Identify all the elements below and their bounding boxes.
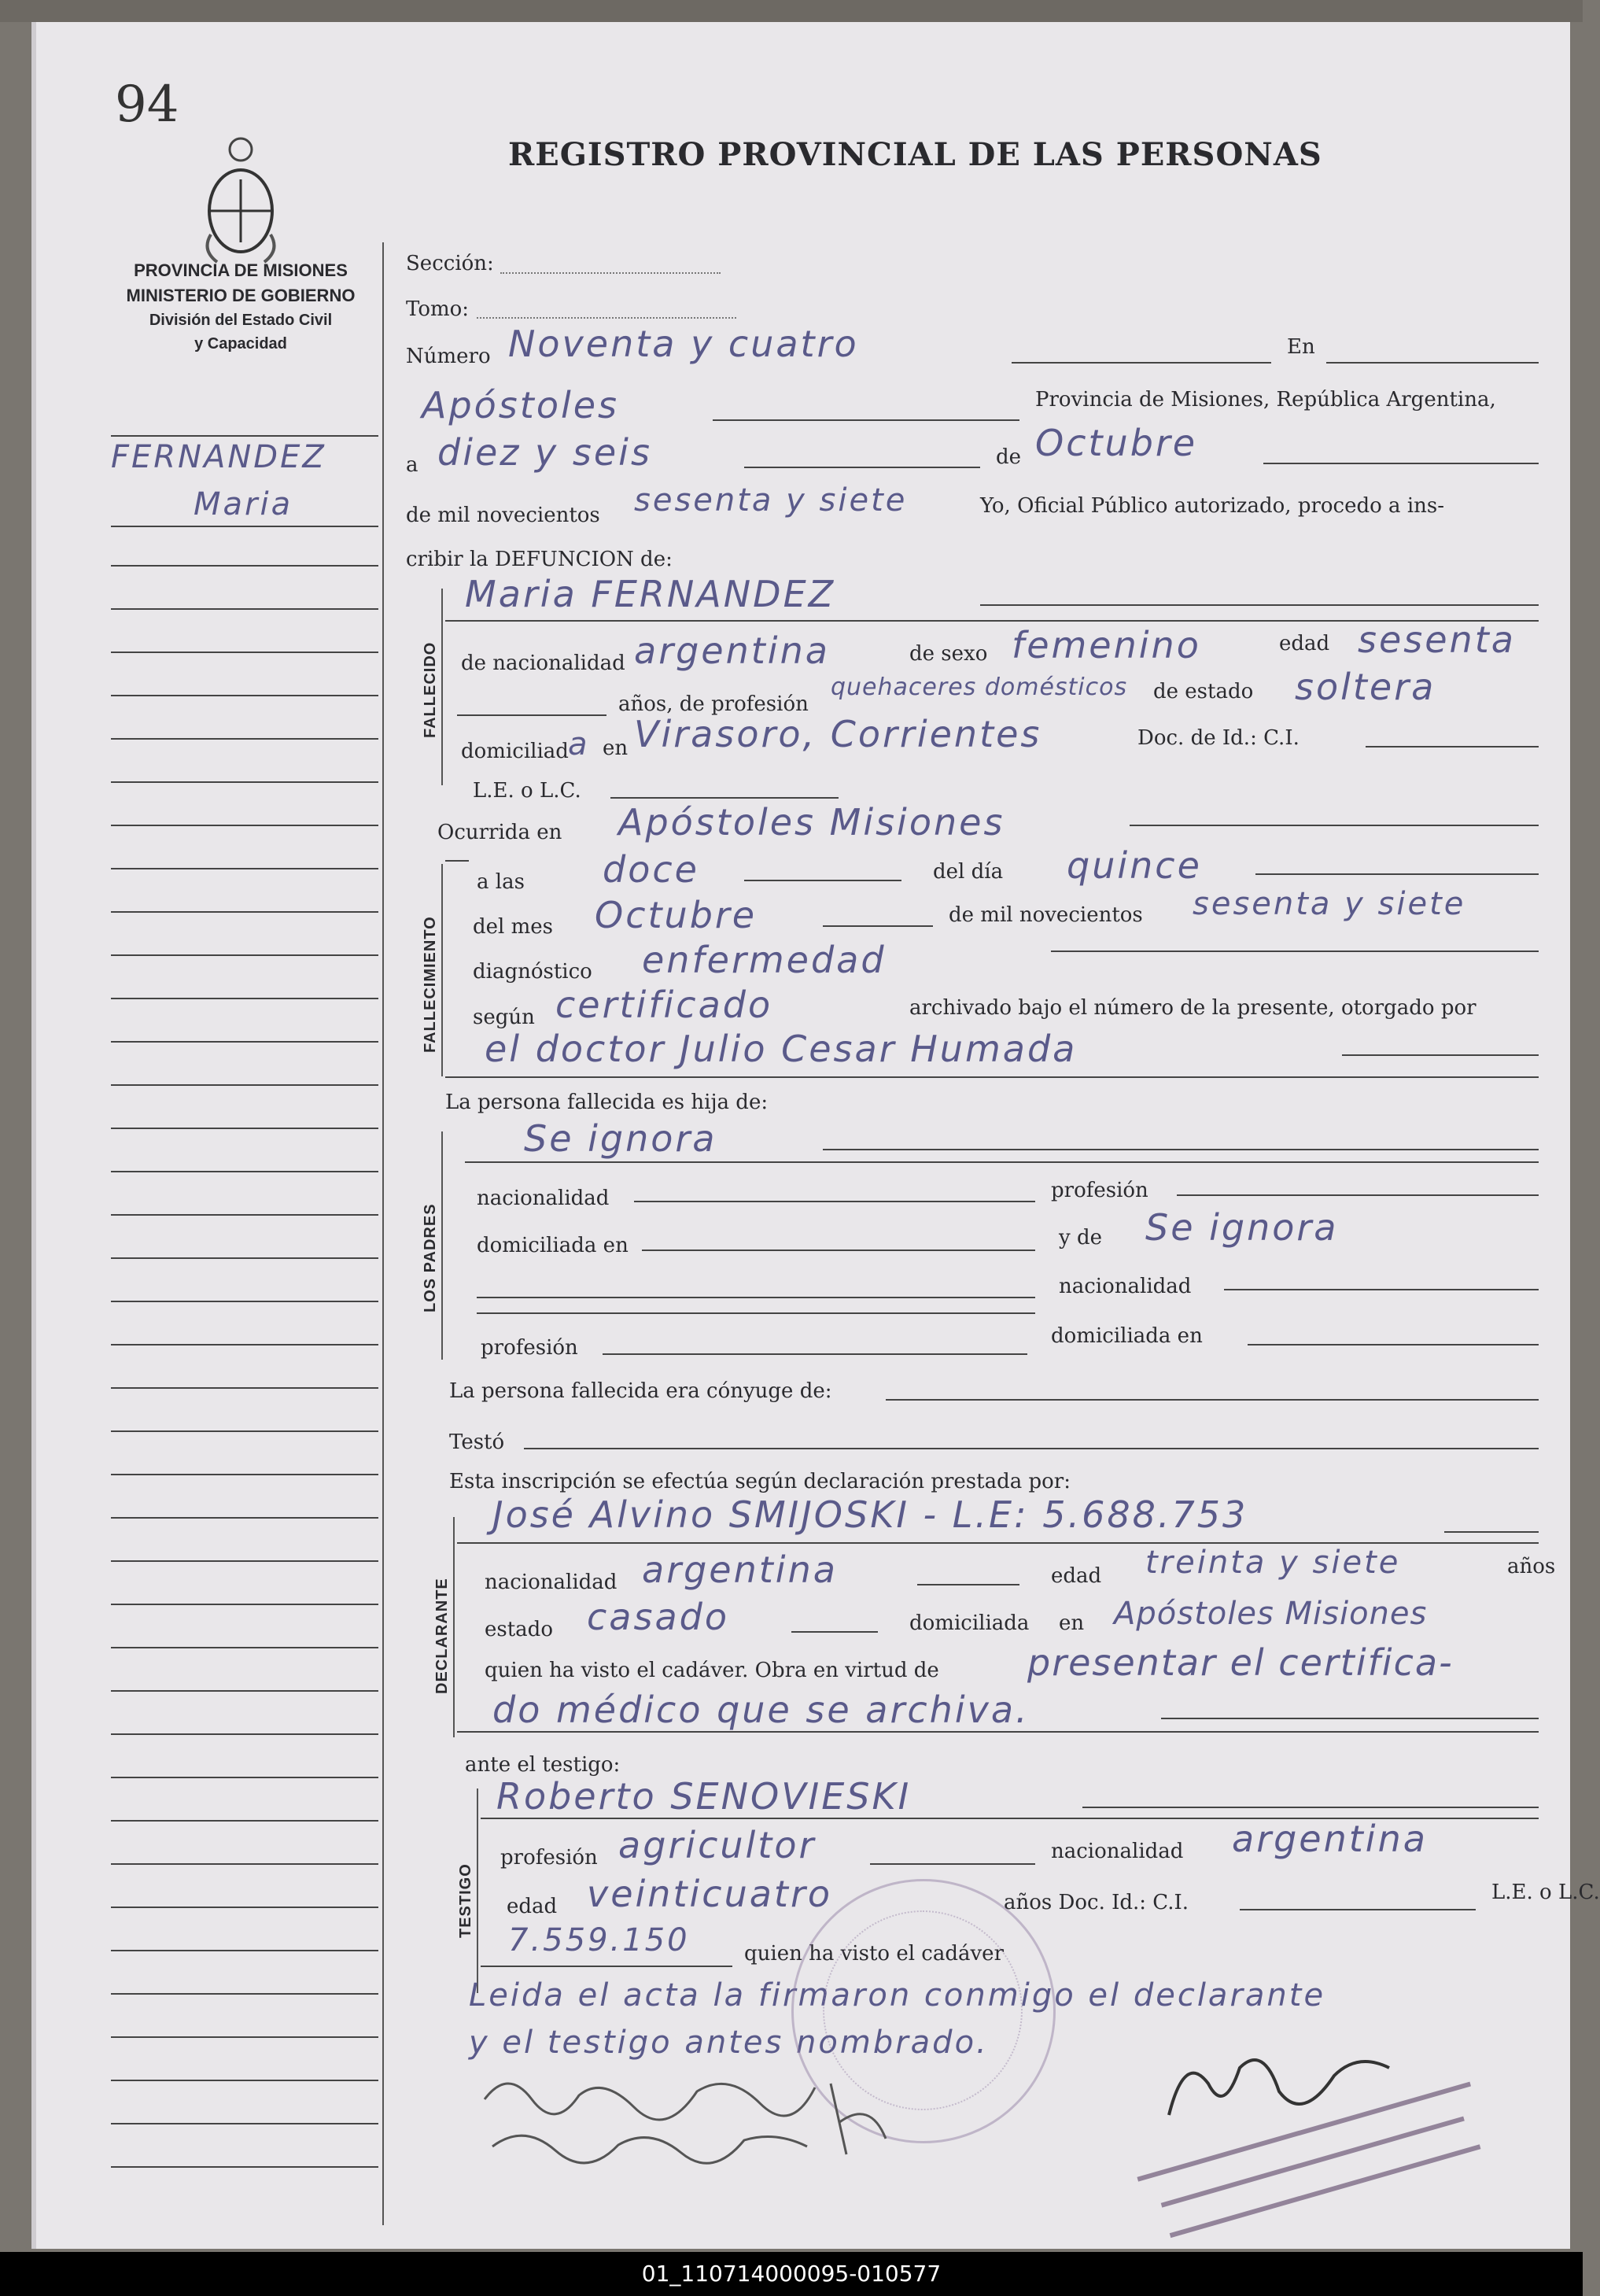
division-label: División del Estado Civil <box>149 312 333 329</box>
ocurrida-value: Apóstoles Misiones <box>618 801 1005 843</box>
page-top-edge <box>0 0 1583 22</box>
inscribir-label: cribir la DEFUNCION de: <box>406 548 673 571</box>
footer-id: 01_110714000095-010577 <box>0 2252 1583 2296</box>
closing-line-2: y el testigo antes nombrado. <box>469 2025 989 2061</box>
declarante-edad: treinta y siete <box>1145 1545 1401 1581</box>
declarante-nacionalidad: argentina <box>642 1549 838 1591</box>
mil-label: de mil novecientos <box>406 504 600 527</box>
fallecido-edad: sesenta <box>1358 618 1516 661</box>
signatures-image <box>477 2052 1012 2186</box>
province-label: PROVINCIA DE MISIONES <box>134 260 348 280</box>
testigo-nombre: Roberto SENOVIESKI <box>496 1775 912 1818</box>
nacionalidad-label: de nacionalidad <box>461 652 625 675</box>
domiciliada-label-declarante: domiciliada <box>909 1611 1030 1635</box>
hora-value: doce <box>603 848 699 891</box>
padres-section-label: LOS PADRES <box>422 1203 439 1312</box>
dia-value: diez y seis <box>437 431 652 474</box>
mes-label: del mes <box>473 915 553 939</box>
mes-value-fallecimiento: Octubre <box>595 894 758 936</box>
fallecido-estado: soltera <box>1295 666 1436 708</box>
testigo-profesion: agricultor <box>618 1824 817 1866</box>
edad-label-testigo: edad <box>507 1895 558 1918</box>
edad-label: edad <box>1279 632 1330 655</box>
madre-value: Se ignora <box>524 1117 717 1160</box>
padre-value: Se ignora <box>1145 1206 1339 1249</box>
domiciliada-label-padre: domiciliada en <box>1051 1324 1203 1348</box>
fallecido-sexo: femenino <box>1012 624 1201 666</box>
ocurrida-label: Ocurrida en <box>437 821 562 844</box>
lugar-value: Apóstoles <box>422 384 620 426</box>
hora-label: a las <box>477 870 525 894</box>
numero-label: Número <box>406 345 491 368</box>
anio-value: sesenta y siete <box>634 482 908 519</box>
sexo-label: de sexo <box>909 642 988 666</box>
hija-label: La persona fallecida es hija de: <box>445 1091 769 1114</box>
anios-doc-label-testigo: años Doc. Id.: C.I. <box>1004 1891 1189 1914</box>
declarante-section-label: DECLARANTE <box>433 1578 451 1694</box>
diagnostico-value: enfermedad <box>642 939 887 981</box>
testigo-doc: 7.559.150 <box>508 1922 690 1958</box>
declaracion-label: Esta inscripción se efectúa según declaración prestada por: <box>449 1470 1071 1493</box>
testo-label: Testó <box>449 1430 505 1454</box>
segun-label: según <box>473 1006 535 1029</box>
declarante-obra: presentar el certifica- <box>1027 1641 1454 1684</box>
margin-surname: FERNANDEZ <box>111 439 326 475</box>
fallecido-profesion: quehaceres domésticos <box>831 674 1128 701</box>
ministry-label: MINISTERIO DE GOBIERNO <box>126 286 356 305</box>
officer-stamp-image <box>1106 2076 1515 2233</box>
visto-label-declarante: quien ha visto el cadáver. Obra en virtud de <box>485 1659 939 1682</box>
seccion-label: Sección: <box>406 252 494 275</box>
numero-value: Noventa y cuatro <box>508 323 859 365</box>
anios-label-declarante: años <box>1507 1555 1556 1578</box>
declarante-estado: casado <box>587 1596 729 1638</box>
fallecido-section-label: FALLECIDO <box>422 641 439 738</box>
testigo-nacionalidad: argentina <box>1232 1818 1428 1860</box>
y-de-label: y de <box>1059 1226 1102 1250</box>
closing-line-1: Leida el acta la firmaron conmigo el declarante <box>469 1977 1326 2014</box>
anios-profesion-label: años, de profesión <box>618 692 809 716</box>
diagnostico-label: diagnóstico <box>473 960 592 984</box>
profesion-label-testigo: profesión <box>500 1846 598 1870</box>
edad-label-declarante: edad <box>1051 1564 1102 1588</box>
anio-value-fallecimiento: sesenta y siete <box>1193 886 1466 922</box>
en-label-declarante: en <box>1059 1611 1085 1635</box>
declarante-domicilio: Apóstoles Misiones <box>1114 1596 1428 1632</box>
doc-id-label: Doc. de Id.: C.I. <box>1137 726 1300 750</box>
le-label-testigo: L.E. o L.C. <box>1491 1881 1600 1904</box>
nacionalidad-label-madre: nacionalidad <box>477 1187 610 1210</box>
document-page <box>31 22 1600 2249</box>
declarante-nombre: José Alvino SMIJOSKI - L.E: 5.688.753 <box>492 1493 1248 1536</box>
testigo-section-label: TESTIGO <box>457 1863 474 1938</box>
conyuge-label: La persona fallecida era cónyuge de: <box>449 1379 832 1403</box>
domiciliada-label-madre: domiciliada en <box>477 1234 629 1257</box>
dia-value: quince <box>1067 844 1202 887</box>
division-label-2: y Capacidad <box>194 335 287 353</box>
profesion-label-madre: profesión <box>1051 1179 1148 1202</box>
fallecido-domicilio: Virasoro, Corrientes <box>634 713 1042 755</box>
testigo-edad: veinticuatro <box>587 1873 832 1915</box>
en-label: En <box>1287 335 1315 359</box>
domicilio-label: domiciliad <box>461 740 569 763</box>
coat-of-arms-icon <box>194 132 288 274</box>
tomo-label: Tomo: <box>406 297 470 321</box>
mes-value: Octubre <box>1035 422 1198 464</box>
nacionalidad-label-testigo: nacionalidad <box>1051 1840 1184 1863</box>
anio-label: de mil novecientos <box>949 903 1143 927</box>
margin-given-name: Maria <box>194 486 293 522</box>
ante-testigo-label: ante el testigo: <box>465 1753 621 1777</box>
ministry-header <box>99 258 382 356</box>
declarante-obra-2: do médico que se archiva. <box>492 1689 1030 1731</box>
medico-value: el doctor Julio Cesar Humada <box>485 1028 1078 1070</box>
dia-label: del día <box>933 860 1004 884</box>
estado-label: de estado <box>1153 680 1254 703</box>
nacionalidad-label-padre: nacionalidad <box>1059 1275 1192 1298</box>
page-number: 94 <box>115 76 179 134</box>
estado-label-declarante: estado <box>485 1618 553 1641</box>
fallecimiento-section-label: FALLECIMIENTO <box>422 916 439 1053</box>
profesion-label-padre: profesión <box>481 1336 578 1360</box>
en-label: en <box>603 736 629 760</box>
de-label: de <box>996 445 1022 469</box>
a-label: a <box>406 453 418 477</box>
le-label: L.E. o L.C. <box>473 779 581 803</box>
visto-label-testigo: quien ha visto el cadáver <box>744 1942 1005 1966</box>
provincia-label: Provincia de Misiones, República Argentina, <box>1035 388 1496 412</box>
domicilio-suffix: a <box>568 726 590 762</box>
fallecido-nacionalidad: argentina <box>634 629 830 672</box>
fallecido-nombre: Maria FERNANDEZ <box>465 573 836 615</box>
column-divider <box>382 242 384 2225</box>
oficial-label: Yo, Oficial Público autorizado, procedo a ins- <box>980 494 1445 518</box>
page-title: REGISTRO PROVINCIAL DE LAS PERSONAS <box>508 136 1322 173</box>
nacionalidad-label-declarante: nacionalidad <box>485 1571 618 1594</box>
segun-value: certificado <box>555 984 773 1026</box>
archivado-label: archivado bajo el número de la presente, otorgado por <box>909 996 1476 1020</box>
